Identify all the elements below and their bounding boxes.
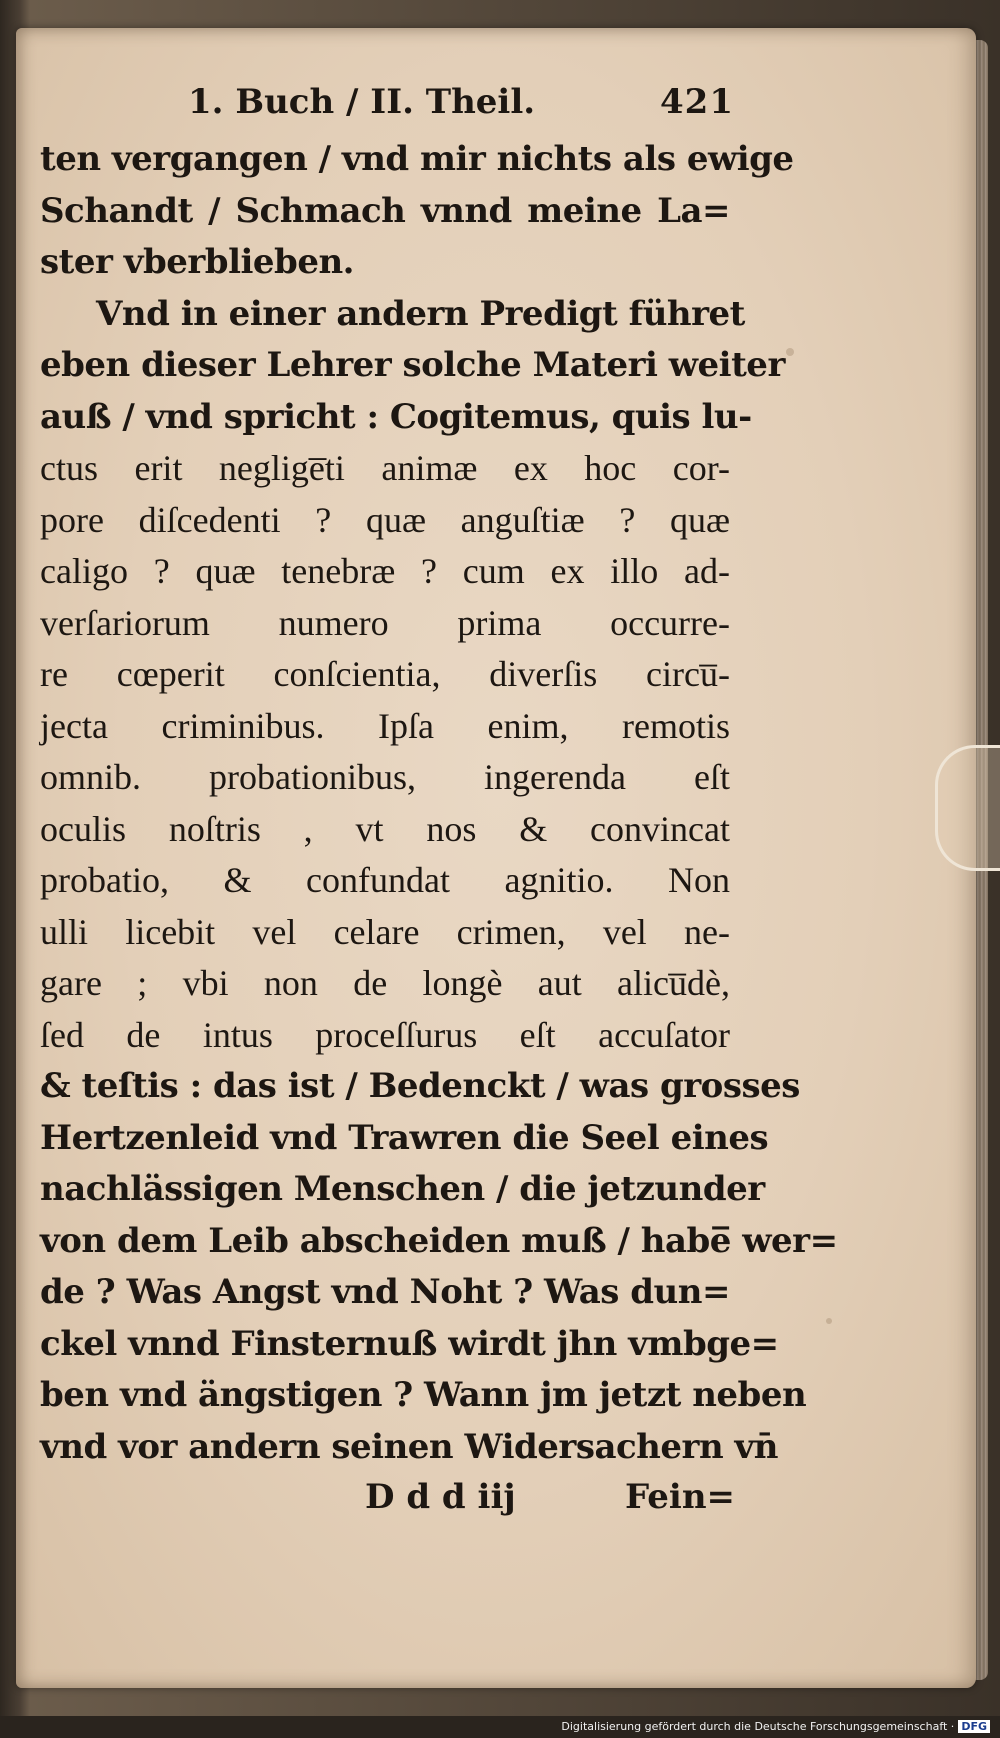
text-line: auß / vnd spricht : Cogitemus, quis lu- <box>40 396 752 437</box>
text-line: re cœperit conſcientia, diverſis circu̅- <box>40 654 730 694</box>
text-line: ben vnd ängstigen ? Wann jm jetzt neben <box>40 1375 807 1415</box>
paper-stain <box>786 348 794 356</box>
catchword: Fein= <box>625 1477 736 1517</box>
text-line: ſed de intus proceſſurus eſt accuſator <box>40 1014 730 1055</box>
text-line: ctus erit neglige̅ti animæ ex hoc cor- <box>40 448 730 488</box>
paper-stain <box>826 1318 832 1324</box>
dfg-logo: DFG <box>958 1720 990 1733</box>
text-line: jecta criminibus. Ipſa enim, remotis <box>40 705 730 746</box>
text-line: vnd vor andern seinen Widersachern vn̄ <box>40 1426 778 1467</box>
text-line: ten vergangen / vnd mir nichts als ewige <box>40 139 794 179</box>
text-line: nachlässigen Menschen / die jetzunder <box>40 1169 765 1209</box>
page-clasp <box>935 745 1000 871</box>
text-line: & teſtis : das ist / Bedenckt / was grosses <box>40 1066 800 1106</box>
text-line: ulli licebit vel celare crimen, vel ne- <box>40 911 730 952</box>
text-line: eben dieser Lehrer solche Materi weiter <box>40 345 785 385</box>
text-line: Vnd in einer andern Predigt führet <box>96 293 745 334</box>
text-line: probatio, & confundat agnitio. Non <box>40 860 730 900</box>
digitization-credit <box>561 1720 990 1733</box>
text-line: verſariorum numero prima occurre- <box>40 602 730 643</box>
text-line: Hertzenleid vnd Trawren die Seel eines <box>40 1117 769 1158</box>
credit-text: Digitalisierung gefördert durch die Deutsche Forschungsgemeinschaft · <box>561 1720 955 1733</box>
text-line: pore diſcedenti ? quæ anguſtiæ ? quæ <box>40 499 730 540</box>
running-title: 1. Buch / II. Theil. <box>188 82 536 122</box>
text-line: omnib. probationibus, ingerenda eſt <box>40 757 730 797</box>
page-number: 421 <box>660 82 734 122</box>
text-line: oculis noſtris , vt nos & convincat <box>40 808 730 849</box>
text-line: de ? Was Angst vnd Noht ? Was dun= <box>40 1272 730 1312</box>
text-line: gare ; vbi non de longè aut alicu̅dè, <box>40 963 730 1003</box>
text-line: Schandt / Schmach vnnd meine La= <box>40 190 730 231</box>
signature-mark: D d d iij <box>365 1477 516 1517</box>
body-text <box>40 134 838 1473</box>
page-header <box>40 82 734 134</box>
text-line: von dem Leib abscheiden muß / habe̅ wer= <box>40 1220 838 1261</box>
text-line: ster vberblieben. <box>40 242 355 282</box>
text-block <box>40 82 838 1529</box>
page-footer <box>40 1477 736 1529</box>
text-line: ckel vnnd Finsternuß wirdt jhn vmbge= <box>40 1323 779 1364</box>
text-line: caligo ? quæ tenebræ ? cum ex illo ad- <box>40 551 730 591</box>
